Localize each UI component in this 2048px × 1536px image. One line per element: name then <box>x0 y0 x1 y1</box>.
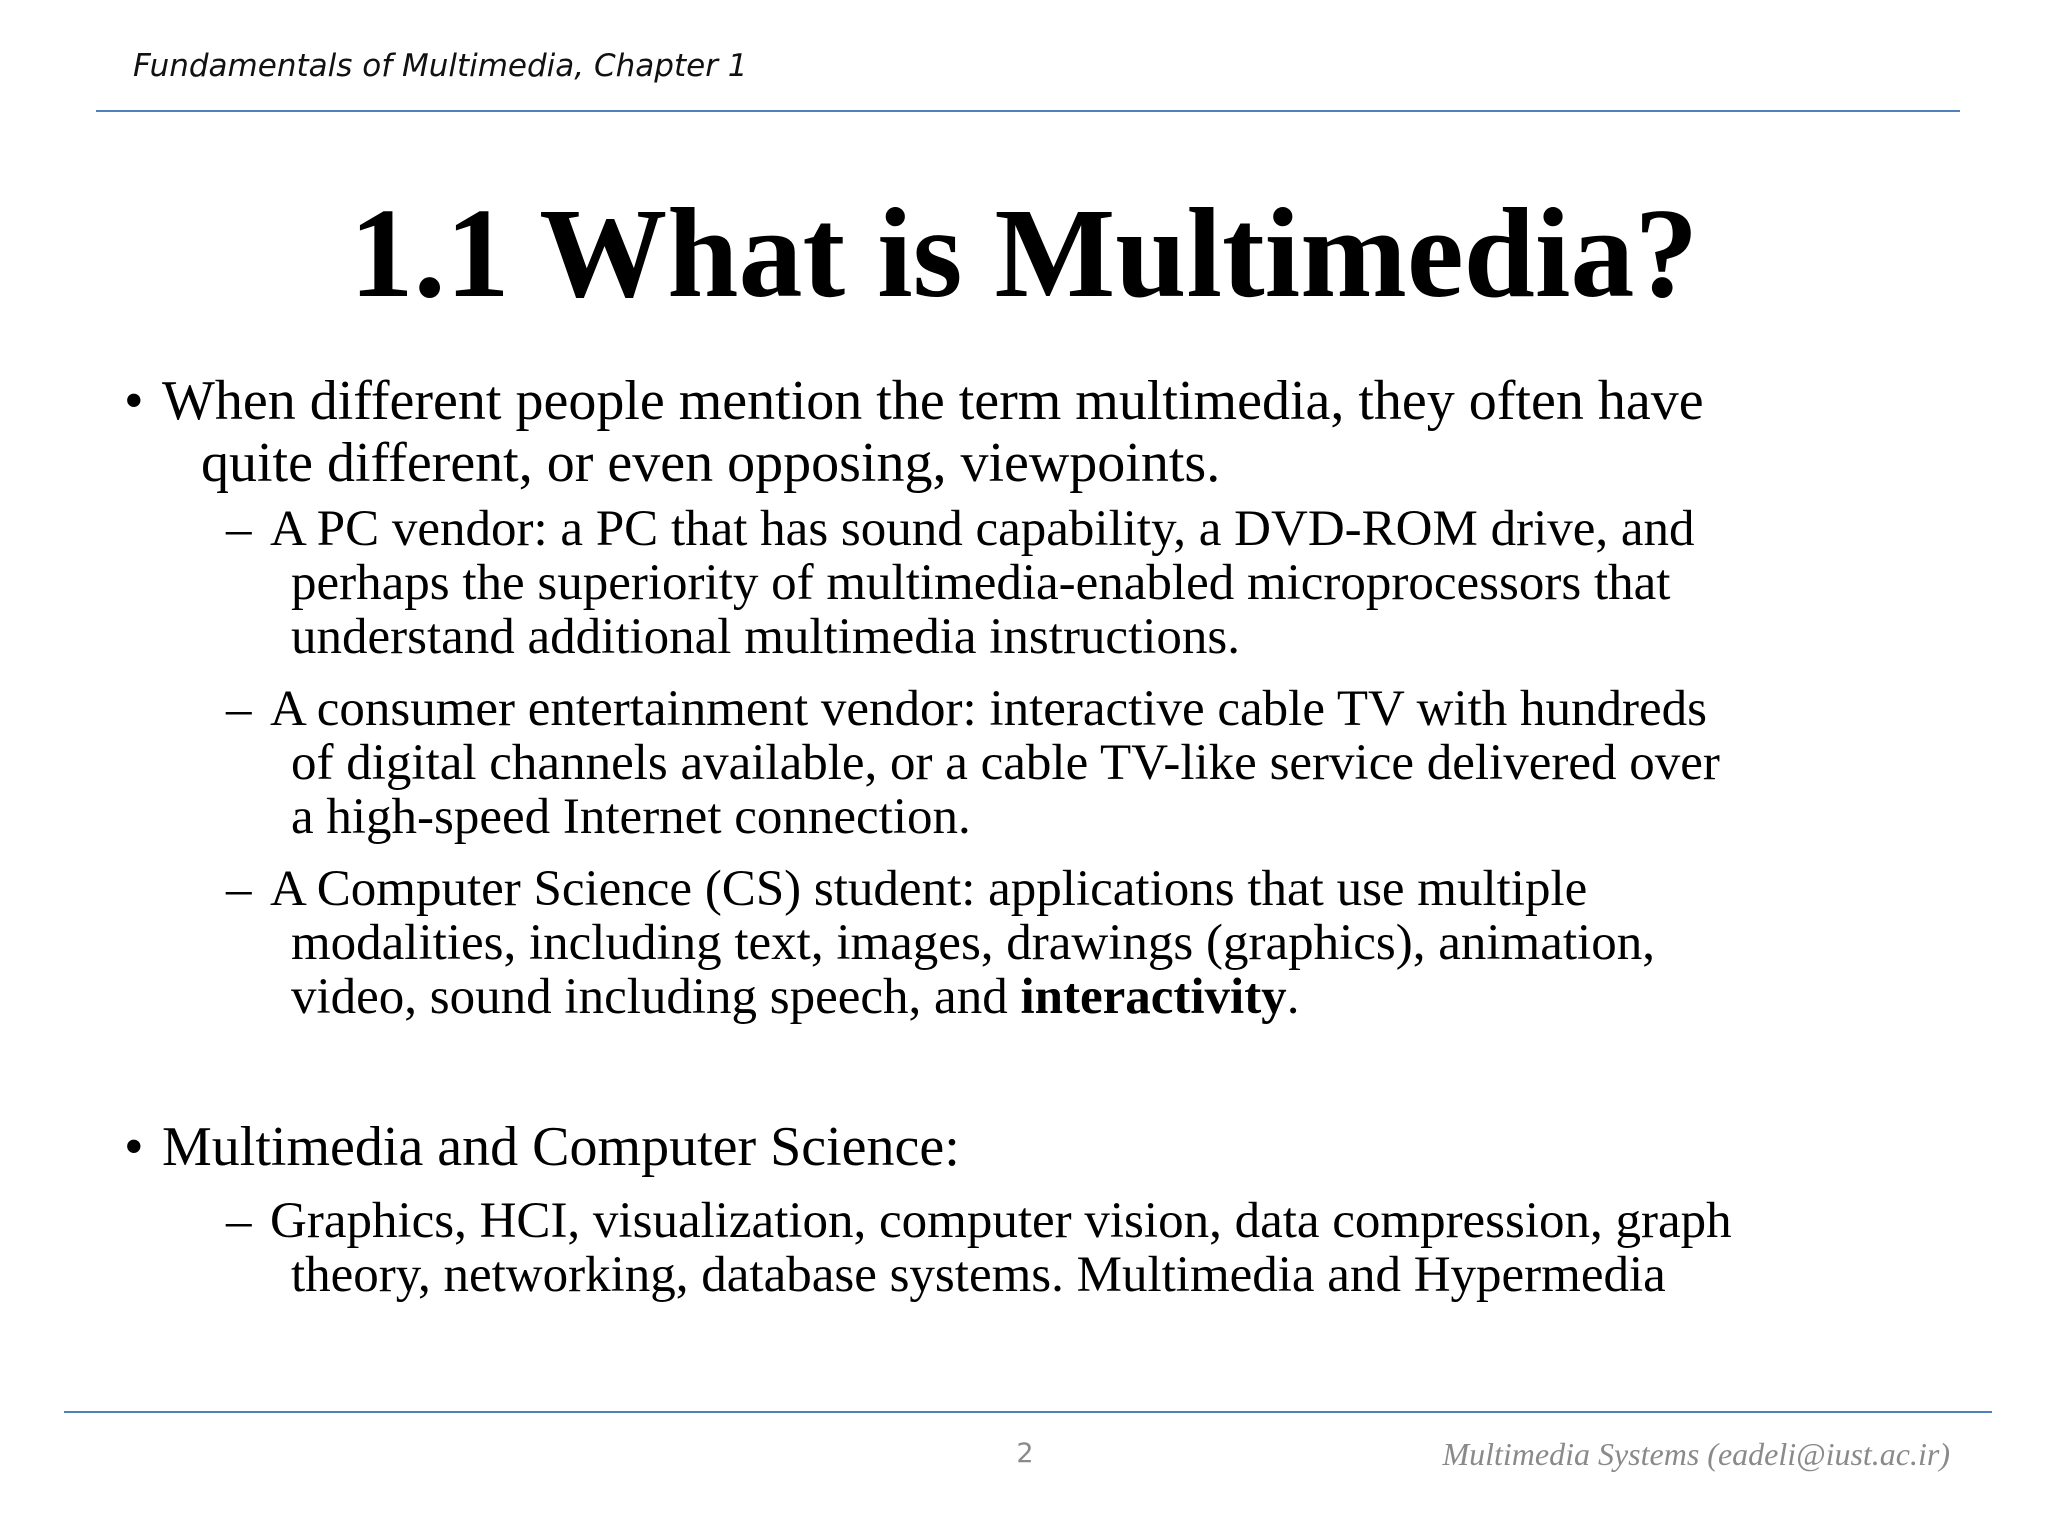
header-divider <box>96 110 1960 112</box>
footer-divider <box>64 1411 1992 1413</box>
sub-bullet-text-continued: perhaps the superiority of multimedia-enabled microprocessors that <box>291 555 1671 611</box>
bullet-marker: • <box>124 370 144 432</box>
sub-bullet-marker: – <box>226 501 252 557</box>
sub-bullet-text-continued: a high-speed Internet connection. <box>291 789 971 845</box>
sub-bullet-marker: – <box>226 1193 252 1249</box>
bullet-marker: • <box>124 1116 144 1178</box>
sub-bullet-text-continued: understand additional multimedia instructions. <box>291 609 1241 665</box>
sub-bullet-text: Graphics, HCI, visualization, computer vision, data compression, graph <box>270 1193 1732 1249</box>
emphasis-interactivity: interactivity <box>1020 969 1287 1025</box>
sub-bullet-text-continued: theory, networking, database systems. Multimedia and Hypermedia <box>291 1247 1666 1303</box>
sub-bullet-text-plain: video, sound including speech, and <box>291 969 1021 1025</box>
sub-bullet-text-continued: of digital channels available, or a cable TV-like service delivered over <box>291 735 1720 791</box>
sub-bullet-text: A consumer entertainment vendor: interactive cable TV with hundreds <box>270 681 1708 737</box>
bullet-text: When different people mention the term multimedia, they often have <box>162 370 1704 432</box>
slide-header: Fundamentals of Multimedia, Chapter 1 <box>133 48 748 84</box>
sub-bullet-text-end: . <box>1286 969 1300 1025</box>
sub-bullet-item <box>226 862 1655 1024</box>
bullet-text-continued: quite different, or even opposing, viewpoints. <box>201 432 1221 494</box>
slide-title: 1.1 What is Multimedia? <box>349 182 1699 324</box>
page-number: 2 <box>1016 1438 1034 1469</box>
sub-bullet-text-continued <box>226 970 1655 1024</box>
sub-bullet-item <box>226 1194 1732 1302</box>
sub-bullet-marker: – <box>226 861 252 917</box>
footer-text: Multimedia Systems (eadeli@iust.ac.ir) <box>1442 1436 1950 1472</box>
bullet-item <box>124 370 1704 494</box>
sub-bullet-item <box>226 502 1695 664</box>
sub-bullet-text: A PC vendor: a PC that has sound capability, a DVD-ROM drive, and <box>270 501 1695 557</box>
sub-bullet-text: A Computer Science (CS) student: applications that use multiple <box>270 861 1588 917</box>
bullet-item <box>124 1116 960 1178</box>
sub-bullet-text-continued: modalities, including text, images, drawings (graphics), animation, <box>291 915 1655 971</box>
bullet-text: Multimedia and Computer Science: <box>162 1116 960 1178</box>
sub-bullet-marker: – <box>226 681 252 737</box>
sub-bullet-item <box>226 682 1720 844</box>
